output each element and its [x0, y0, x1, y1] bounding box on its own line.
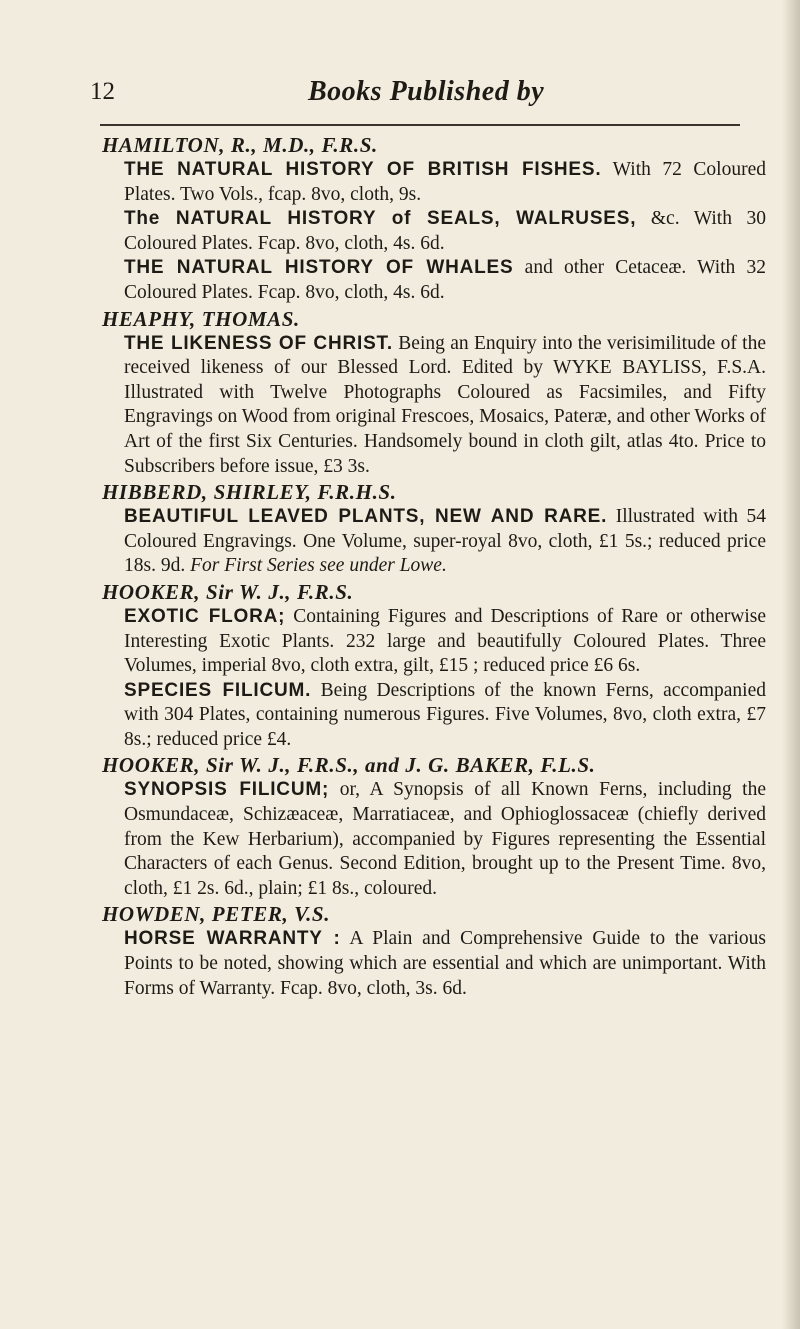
book-entry: [124, 778, 766, 901]
header-rule: [100, 124, 740, 126]
book-entry: [124, 679, 766, 753]
book-title: THE LIKENESS OF CHRIST.: [124, 332, 393, 354]
book-note: For First Series see under Lowe.: [190, 555, 447, 577]
author-heading: HOOKER, Sir W. J., F.R.S., and J. G. BAKER, F.L.S.: [102, 753, 596, 778]
book-description: or, A Synopsis of all Known Ferns, including the Osmundaceæ, Schizæaceæ, Marratiaceæ, and Ophioglossaceæ (chiefly derived from the Kew Herbarium), accompanied by Figures representing the Essential Characters of each Genus. Second Edition, brought up to the Present Time. 8vo, cloth, £1 2s. 6d., plain; £1 8s., coloured.: [124, 779, 766, 899]
book-description: With 72 Coloured Plates. Two Vols., fcap. 8vo, cloth, 9s.: [124, 159, 766, 205]
book-entry: [124, 256, 766, 305]
book-description: Being an Enquiry into the verisimilitude of the received likeness of our Blessed Lord. Edited by WYKE BAYLISS, F.S.A. Illustrated with Twelve Photographs Coloured as Facsimiles, and Fifty Engravings on Wood from original Frescoes, Mosaics, Pateræ, and other Works of Art of the first Six Centuries. Handsomely bound in cloth gilt, atlas 4to. Price to Subscribers before issue, £3 3s.: [124, 332, 766, 477]
page-edge-shadow: [782, 0, 800, 1329]
book-description: Being Descriptions of the known Ferns, accompanied with 304 Plates, containing numerous Figures. Five Volumes, 8vo, cloth extra, £7 8s.; reduced price £4.: [124, 679, 766, 750]
catalogue-listing: [102, 132, 766, 1001]
running-title: Books Published by: [308, 76, 545, 107]
book-title: SYNOPSIS FILICUM;: [124, 779, 330, 801]
page-header: [90, 78, 750, 118]
book-title: SPECIES FILICUM.: [124, 679, 312, 701]
book-title: BEAUTIFUL LEAVED PLANTS, NEW AND RARE.: [124, 506, 608, 528]
book-entry: [124, 505, 766, 579]
book-title: THE NATURAL HISTORY OF BRITISH FISHES.: [124, 159, 602, 180]
author-heading: HOWDEN, PETER, V.S.: [102, 902, 331, 927]
author-heading: HEAPHY, THOMAS.: [102, 306, 300, 331]
book-entry: [124, 927, 766, 1001]
book-entry: [124, 332, 766, 480]
book-description: and other Cetaceæ. With 32 Coloured Plates. Fcap. 8vo, cloth, 4s. 6d.: [124, 257, 766, 303]
author-heading: HOOKER, Sir W. J., F.R.S.: [102, 579, 354, 604]
author-heading: HAMILTON, R., M.D., F.R.S.: [102, 133, 378, 157]
author-heading: HIBBERD, SHIRLEY, F.R.H.S.: [102, 480, 397, 505]
book-entry: [124, 207, 766, 256]
book-title: EXOTIC FLORA;: [124, 605, 286, 627]
page-number: 12: [90, 78, 115, 105]
book-description: A Plain and Comprehensive Guide to the various Points to be noted, showing which are essential and which are unimportant. With Forms of Warranty. Fcap. 8vo, cloth, 3s. 6d.: [124, 928, 766, 999]
book-entry: [124, 605, 766, 679]
book-description: Illustrated with 54 Coloured Engravings. One Volume, super-royal 8vo, cloth, £1 5s.; reduced price 18s. 9d.: [124, 506, 766, 577]
book-title: The NATURAL HISTORY of SEALS, WALRUSES,: [124, 208, 637, 230]
book-title: THE NATURAL HISTORY OF WHALES: [124, 257, 514, 279]
book-description: Containing Figures and Descriptions of Rare or otherwise Interesting Exotic Plants. 232 large and beautifully Coloured Plates. Three Volumes, imperial 8vo, cloth extra, gilt, £15 ; reduced price £6 6s.: [124, 605, 766, 677]
book-entry: [124, 158, 766, 207]
book-title: HORSE WARRANTY :: [124, 928, 341, 950]
book-description: &c. With 30 Coloured Plates. Fcap. 8vo, cloth, 4s. 6d.: [124, 208, 767, 254]
